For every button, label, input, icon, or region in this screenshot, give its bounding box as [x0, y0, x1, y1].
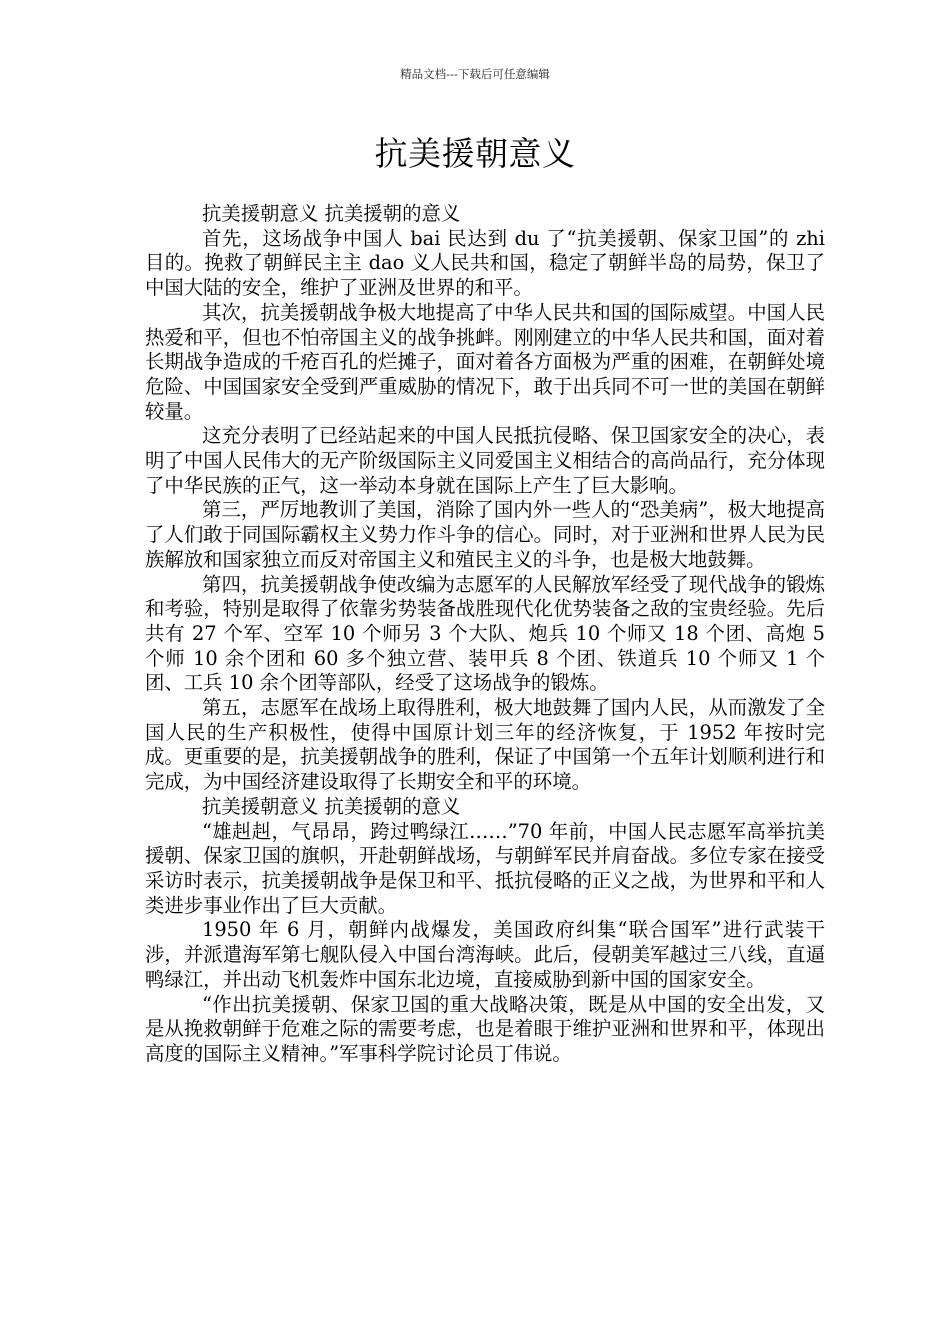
page-header: 精品文档---下载后可任意编辑	[400, 67, 550, 81]
document-body	[145, 202, 825, 1067]
paragraph: 第三，严厉地教训了美国，消除了国内外一些人的“恐美病”，极大地提高了人们敢于同国际霸权主义势力作斗争的信心。同时，对于亚洲和世界人民为民族解放和国家独立而反对帝国主义和殖民主义的斗争，也是极大地鼓舞。	[145, 498, 825, 571]
paragraph: 抗美援朝意义 抗美援朝的意义	[202, 202, 461, 225]
paragraph: “雄赳赳，气昂昂，跨过鸭绿江……”70 年前，中国人民志愿军高举抗美援朝、保家卫国的旗帜，开赴朝鲜战场，与朝鲜军民并肩奋战。多位专家在接受采访时表示，抗美援朝战争是保卫和平、抵抗侵略的正义之战，为世界和平和人类进步事业作出了巨大贡献。	[145, 819, 825, 917]
paragraph: “作出抗美援朝、保家卫国的重大战略决策，既是从中国的安全出发，又是从挽救朝鲜于危难之际的需要考虑，也是着眼于维护亚洲和世界和平，体现出高度的国际主义精神。”军事科学院讨论员丁伟说。	[145, 992, 825, 1065]
document-title: 抗美援朝意义	[374, 134, 576, 173]
paragraph: 第四，抗美援朝战争使改编为志愿军的人民解放军经受了现代战争的锻炼和考验，特别是取得了依靠劣势装备战胜现代化优势装备之敌的宝贵经验。先后共有 27 个军、空军 10 个师另 3 个大队、炮兵 10 个师又 18 个团、高炮 5 个师 10 余个团和 60 多个独立营、装甲兵 8 个团、铁道兵 10 个师又 1 个团、工兵 10 余个团等部队，经受了这场战争的锻炼。	[145, 572, 825, 695]
paragraph: 抗美援朝意义 抗美援朝的意义	[202, 794, 461, 818]
paragraph: 其次，抗美援朝战争极大地提高了中华人民共和国的国际威望。中国人民热爱和平，但也不怕帝国主义的战争挑衅。刚刚建立的中华人民共和国，面对着长期战争造成的千疮百孔的烂摊子，面对着各方面极为严重的困难，在朝鲜处境危险、中国国家安全受到严重威胁的情况下，敢于出兵同不可一世的美国在朝鲜较量。	[145, 300, 825, 423]
paragraph: 第五，志愿军在战场上取得胜利，极大地鼓舞了国内人民，从而激发了全国人民的生产积极性，使得中国原计划三年的经济恢复，于 1952 年按时完成。更重要的是，抗美援朝战争的胜利，保证了中国第一个五年计划顺利进行和完成，为中国经济建设取得了长期安全和平的环境。	[145, 696, 825, 794]
paragraph: 这充分表明了已经站起来的中国人民抵抗侵略、保卫国家安全的决心，表明了中国人民伟大的无产阶级国际主义同爱国主义相结合的高尚品行，充分体现了中华民族的正气，这一举动本身就在国际上产生了巨大影响。	[145, 424, 825, 497]
paragraph: 1950 年 6 月，朝鲜内战爆发，美国政府纠集“联合国军”进行武装干涉，并派遣海军第七舰队侵入中国台湾海峡。此后，侵朝美军越过三八线，直逼鸭绿江，并出动飞机轰炸中国东北边境，直接威胁到新中国的国家安全。	[145, 918, 825, 991]
paragraph: 首先，这场战争中国人 bai 民达到 du 了“抗美援朝、保家卫国”的 zhi 目的。挽救了朝鲜民主主 dao 义人民共和国，稳定了朝鲜半岛的局势，保卫了中国大陆的安全，维护了亚洲及世界的和平。	[145, 226, 825, 300]
